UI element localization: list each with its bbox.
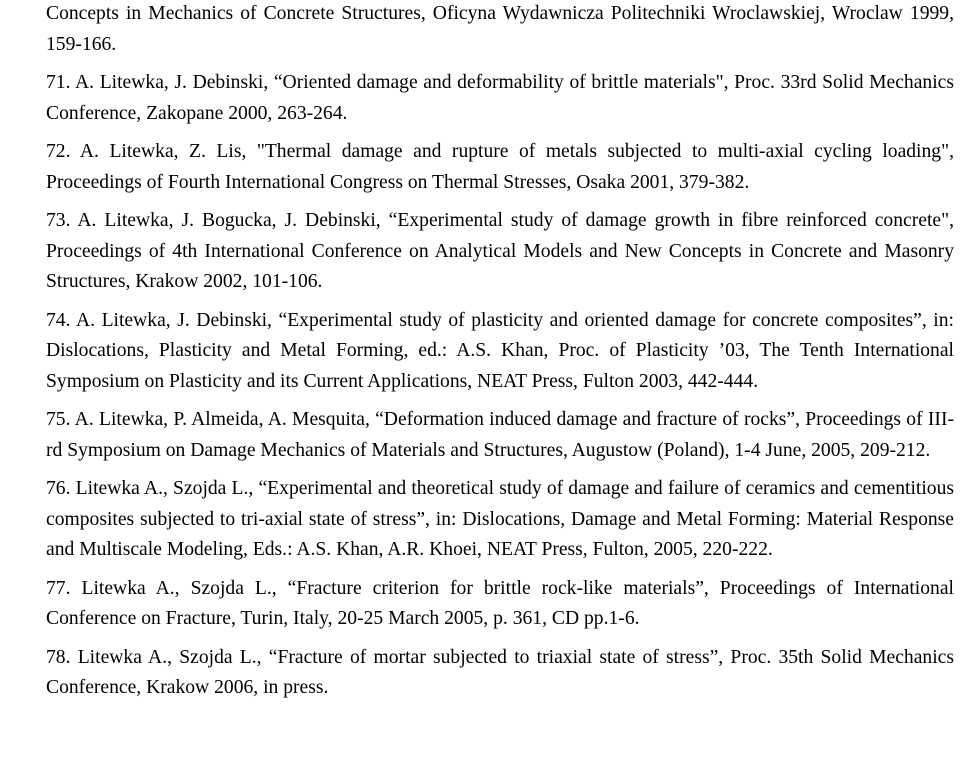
reference-entry-75: 75. A. Litewka, P. Almeida, A. Mesquita, “Deformation induced damage and fracture of rocks”, Proceedings of III-rd Symposium on Damage Mechanics of Materials and Structures, Augustow (Poland), 1-4 June, 2005, 209-212. bbox=[46, 409, 954, 461]
reference-entry-76: 76. Litewka A., Szojda L., “Experimental and theoretical study of damage and failure of ceramics and cementitious composites subjected to tri-axial state of stress”, in: Dislocations, Damage and Metal Forming: Material Response and Multiscale Modeling, Eds.: A.S. Khan, A.R. Khoei, NEAT Press, Fulton, 2005, 220-222. bbox=[46, 478, 954, 560]
reference-entry-74: 74. A. Litewka, J. Debinski, “Experimental study of plasticity and oriented damage for concrete composites”, in: Dislocations, Plasticity and Metal Forming, ed.: A.S. Khan, Proc. of Plasticity ’03, The Tenth International Symposium on Plasticity and its Current Applications, NEAT Press, Fulton 2003, 442-444. bbox=[46, 309, 954, 392]
reference-entry-70-continuation: Concepts in Mechanics of Concrete Structures, Oficyna Wydawnicza Politechniki Wroclawskiej, Wroclaw 1999, 159-166. bbox=[46, 3, 954, 55]
reference-entry-71: 71. A. Litewka, J. Debinski, “Oriented damage and deformability of brittle materials", Proc. 33rd Solid Mechanics Conference, Zakopane 2000, 263-264. bbox=[46, 72, 954, 124]
reference-entry-78: 78. Litewka A., Szojda L., “Fracture of mortar subjected to triaxial state of stress”, Proc. 35th Solid Mechanics Conference, Krakow 2006, in press. bbox=[46, 646, 954, 698]
reference-entry-77: 77. Litewka A., Szojda L., “Fracture criterion for brittle rock-like materials”, Proceedings of International Conference on Fracture, Turin, Italy, 20-25 March 2005, p. 361, CD pp.1-6. bbox=[46, 577, 954, 629]
reference-list bbox=[46, 0, 954, 712]
reference-entry-72: 72. A. Litewka, Z. Lis, "Thermal damage and rupture of metals subjected to multi-axial cycling loading", Proceedings of Fourth International Congress on Thermal Stresses, Osaka 2001, 379-382. bbox=[46, 141, 954, 193]
reference-entry-73: 73. A. Litewka, J. Bogucka, J. Debinski, “Experimental study of damage growth in fibre reinforced concrete", Proceedings of 4th International Conference on Analytical Models and New Concepts in Concrete and Masonry Structures, Krakow 2002, 101-106. bbox=[46, 210, 954, 292]
